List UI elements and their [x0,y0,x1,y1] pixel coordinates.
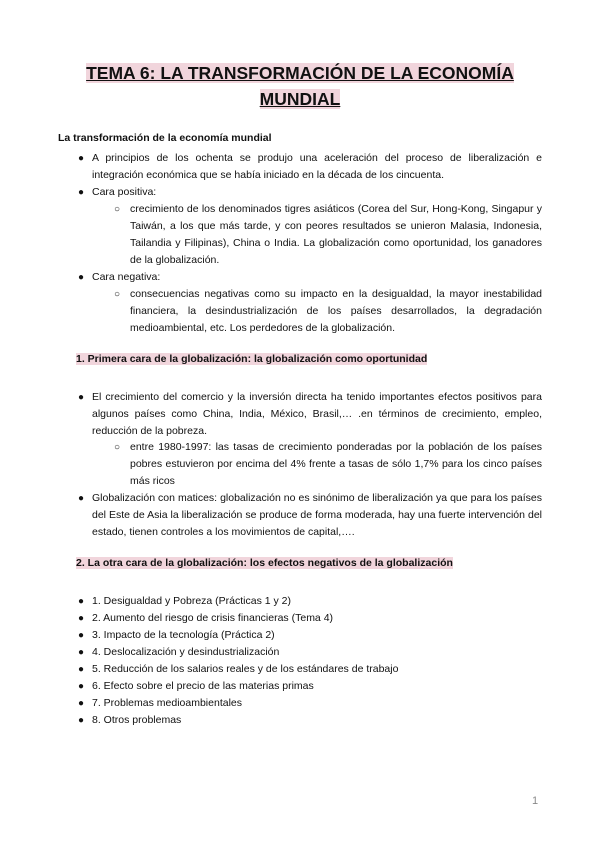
bullet-icon: ● [78,187,85,198]
bullet-icon: ● [78,392,85,403]
section-1-subitem: entre 1980-1997: las tasas de crecimiento ponderadas por la población de los países pobres estuvieron por encima del 4% frente a tasas de sólo 1,7% para los cinco países más ricos [130,441,542,487]
list-item: 8. Otros problemas [92,714,182,726]
section-2-heading [76,557,453,569]
positive-text: crecimiento de los denominados tigres asiáticos (Corea del Sur, Hong-Kong, Singapur y Taiwán, a los que más tarde, y con peores resultados se unieron Malasia, Indonesia, Tailandia y Filipinas), China o India. La globalización como oportunidad, los ganadores de la globalización. [130,203,542,266]
list-item: 4. Deslocalización y desindustrialización [92,646,280,658]
title-line-1: TEMA 6: LA TRANSFORMACIÓN DE LA ECONOMÍA [86,63,514,83]
bullet-icon: ● [78,613,85,624]
section-1-heading [76,353,427,365]
page-number: 1 [532,795,539,807]
bullet-icon: ● [78,647,85,658]
positive-label: Cara positiva: [92,186,157,198]
bullet-icon: ● [78,698,85,709]
circle-bullet-icon: ○ [114,289,121,300]
list-item: 5. Reducción de los salarios reales y de los estándares de trabajo [92,663,399,675]
title-line-2: MUNDIAL [259,89,341,109]
page-title [60,60,540,112]
negative-text: consecuencias negativas como su impacto en la desigualdad, la mayor inestabilidad financiera, la desindustrialización de los países desarrollados, la degradación medioambiental, etc. Los perdedores de la globalización. [130,288,542,334]
list-item: 7. Problemas medioambientales [92,697,242,709]
bullet-icon: ● [78,493,85,504]
circle-bullet-icon: ○ [114,442,121,453]
section-2-heading-text: 2. La otra cara de la globalización: los efectos negativos de la globalización [76,557,453,569]
intro-subheading: La transformación de la economía mundial [58,132,272,144]
bullet-icon: ● [78,596,85,607]
list-item: 3. Impacto de la tecnología (Práctica 2) [92,629,275,641]
list-item: 6. Efecto sobre el precio de las materias primas [92,680,314,692]
bullet-icon: ● [78,153,85,164]
list-item: 2. Aumento del riesgo de crisis financieras (Tema 4) [92,612,334,624]
bullet-icon: ● [78,715,85,726]
bullet-icon: ● [78,630,85,641]
bullet-icon: ● [78,272,85,283]
bullet-icon: ● [78,681,85,692]
section-1-paragraph-2: Globalización con matices: globalización no es sinónimo de liberalización ya que para los países del Este de Asia la liberalización se produce de forma moderada, hay una fuerte intervención del estado, tienen controles a los movimientos de capital,…. [92,492,542,538]
negative-label: Cara negativa: [92,271,161,283]
intro-paragraph: A principios de los ochenta se produjo una aceleración del proceso de liberalización e integración económica que se había iniciado en la década de los cincuenta. [92,152,542,181]
section-1-paragraph-1: El crecimiento del comercio y la inversión directa ha tenido importantes efectos positivos para algunos países como China, India, México, Brasil,… .en términos de crecimiento, empleo, reducción de la pobreza. [92,391,542,437]
circle-bullet-icon: ○ [114,204,121,215]
list-item: 1. Desigualdad y Pobreza (Prácticas 1 y 2) [92,595,292,607]
section-1-heading-text: 1. Primera cara de la globalización: la globalización como oportunidad [76,353,428,365]
bullet-icon: ● [78,664,85,675]
